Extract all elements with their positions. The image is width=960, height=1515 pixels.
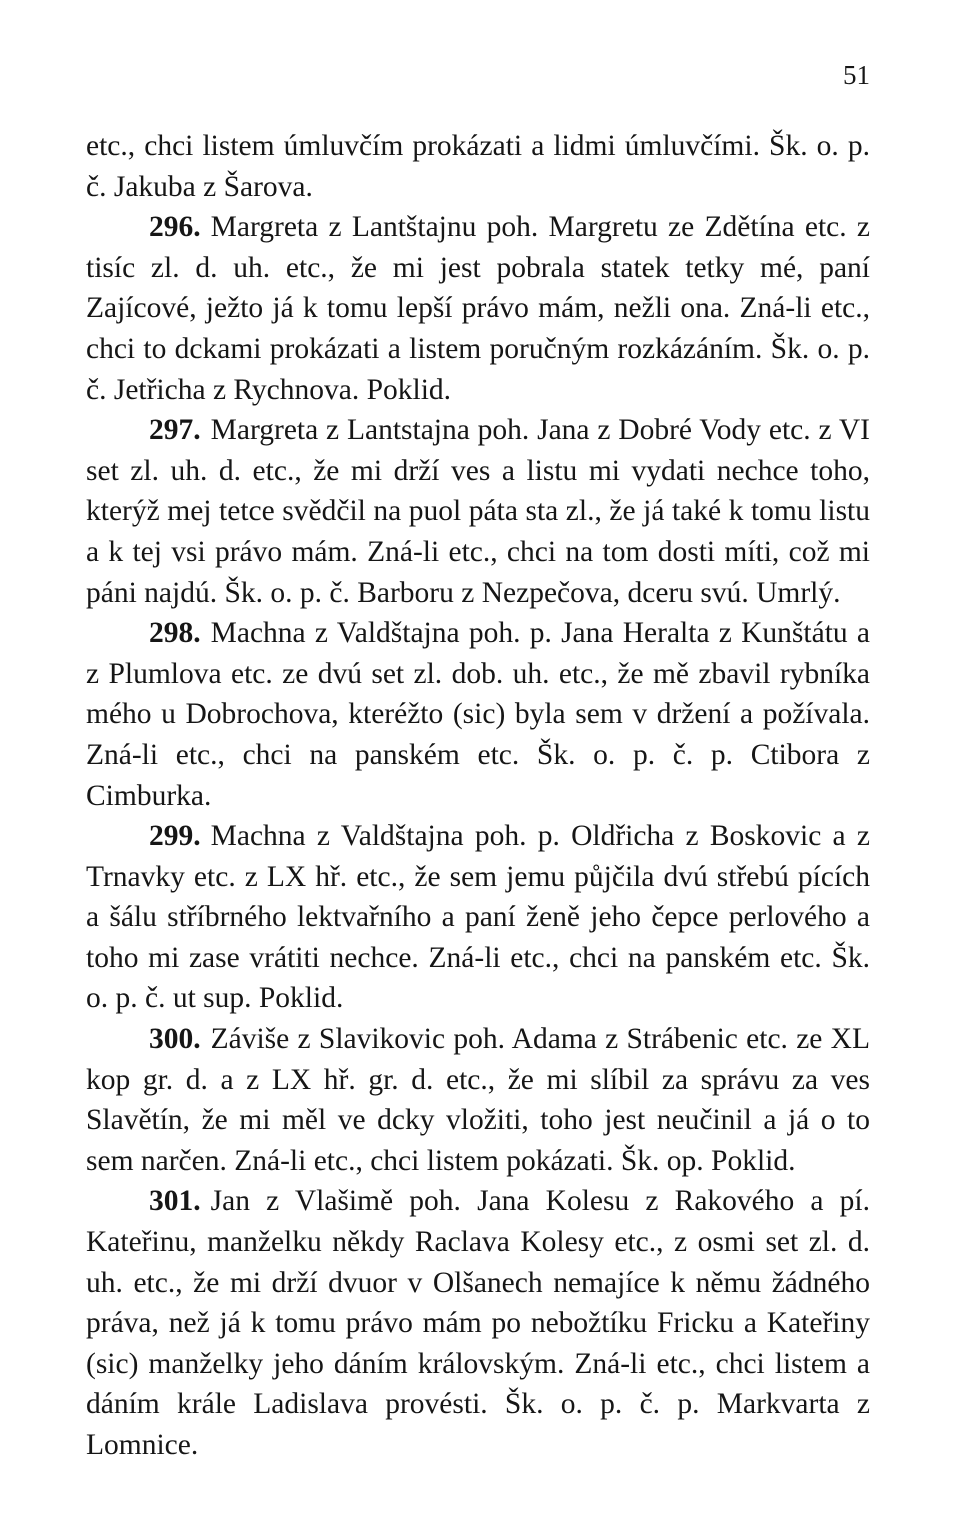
- entry-297: [86, 410, 870, 613]
- entry-299: [86, 816, 870, 1019]
- entry-number: 296.: [149, 211, 201, 244]
- entry-300: [86, 1019, 870, 1181]
- entry-number: 298.: [149, 617, 201, 650]
- entry-text: Margreta z Lantštajnu poh. Margretu ze Zdětína etc. z tisíc zl. d. uh. etc., že mi jest pobrala statek tetky mé, paní Zajícové, ježto já k tomu lepší právo mám, nežli ona. Zná-li etc., chci to dckami prokázati a listem poručným rozkázáním. Šk. o. p. č. Jetřicha z Rychnova. Poklid.: [86, 211, 870, 406]
- entry-text: Machna z Valdštajna poh. p. Jana Heralta z Kunštátu a z Plumlova etc. ze dvú set zl. dob. uh. etc., že mě zbavil rybníka mého u Dobrochova, kteréžto (sic) byla sem v držení a požívala. Zná-li etc., chci na panském etc. Šk. o. p. č. p. Ctibora z Cimburka.: [86, 617, 870, 812]
- entry-text: Jan z Vlašimě poh. Jana Kolesu z Rakového a pí. Kateřinu, manželku někdy Raclava Kolesy etc., z osmi set zl. d. uh. etc., že mi drží dvuor v Olšanech nemajíce k němu žádného práva, než já k tomu právo mám po nebožtíku Fricku a Kateřiny (sic) manželky jeho dáním královským. Zná-li etc., chci listem a dáním krále Ladislava provésti. Šk. o. p. č. p. Markvarta z Lomnice.: [86, 1185, 870, 1461]
- entry-text: Margreta z Lantstajna poh. Jana z Dobré Vody etc. z VI set zl. uh. d. etc., že mi drží ves a listu mi vydati nechce toho, kterýž mej tetce svědčil na puol páta sta zl., že já také k tomu listu a k tej vsi právo mám. Zná-li etc., chci na tom dosti míti, což mi páni najdú. Šk. o. p. č. Barboru z Nezpečova, dceru svú. Umrlý.: [86, 414, 870, 609]
- entry-298: [86, 613, 870, 816]
- entry-continuation: [86, 126, 870, 207]
- entry-number: 297.: [149, 414, 201, 447]
- document-body: [86, 126, 870, 1466]
- entry-number: 300.: [149, 1023, 201, 1056]
- entry-text: Machna z Valdštajna poh. p. Oldřicha z Boskovic a z Trnavky etc. z LX hř. etc., že sem jemu půjčila dvú střebú pících a šálu stříbrného lektvařního a paní ženě jeho čepce perlového a toho mi zase vrátiti nechce. Zná-li etc., chci na panském etc. Šk. o. p. č. ut sup. Poklid.: [86, 820, 870, 1015]
- entry-number: 299.: [149, 820, 201, 853]
- page-number: 51: [843, 60, 870, 90]
- entry-text: etc., chci listem úmluvčím prokázati a lidmi úmluvčími. Šk. o. p. č. Jakuba z Šarova.: [86, 130, 870, 203]
- entry-301: [86, 1181, 870, 1465]
- entry-296: [86, 207, 870, 410]
- entry-text: Záviše z Slavikovic poh. Adama z Strábenic etc. ze XL kop gr. d. a z LX hř. gr. d. etc., že mi slíbil za správu za ves Slavětín, že mi měl ve dcky vložiti, toho jest neučinil a já o to sem narčen. Zná-li etc., chci listem pokázati. Šk. op. Poklid.: [86, 1023, 870, 1177]
- entry-number: 301.: [149, 1185, 201, 1218]
